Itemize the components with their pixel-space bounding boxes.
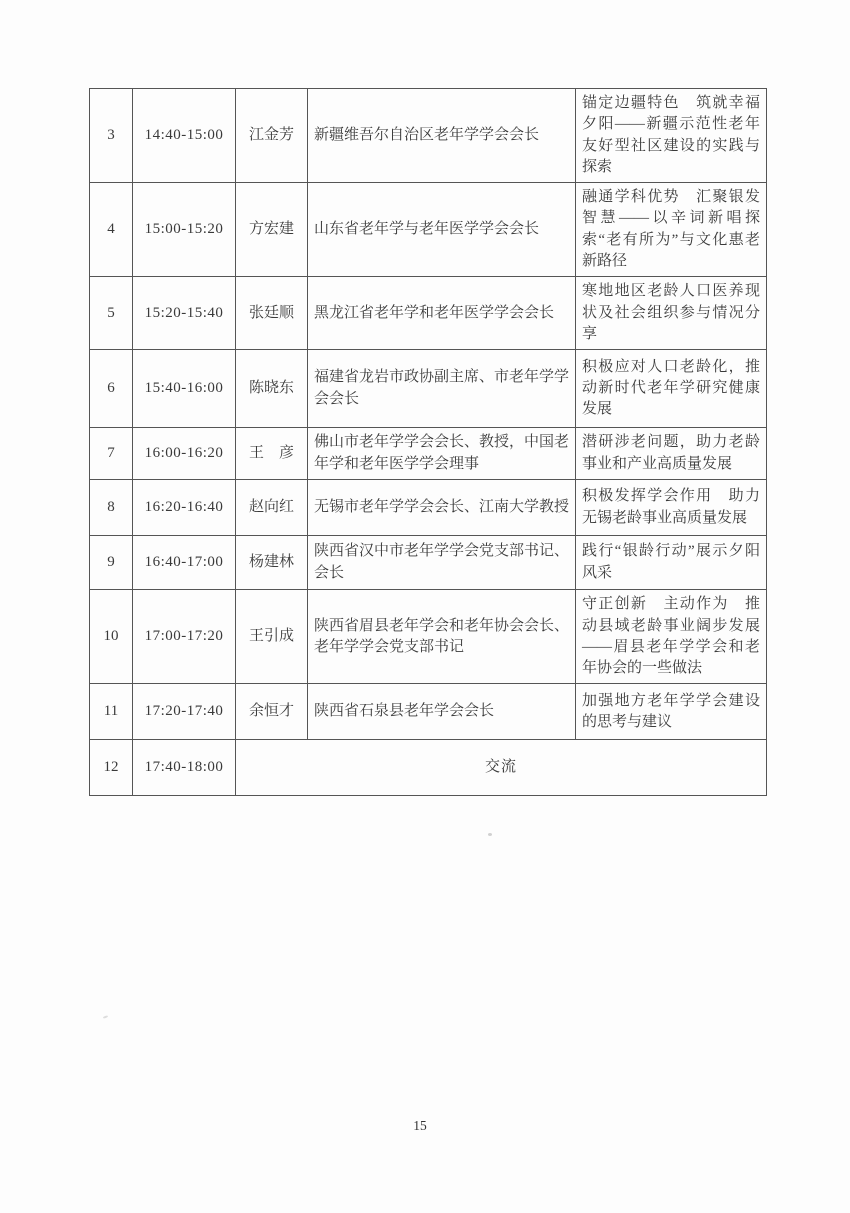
speaker-name-cell: 方宏建	[236, 183, 308, 277]
time-cell: 16:40-17:00	[133, 536, 236, 590]
speaker-title-cell: 山东省老年学与老年医学学会会长	[308, 183, 576, 277]
topic-cell: 融通学科优势 汇聚银发智慧——以辛词新唱探索“老有所为”与文化惠老新路径	[576, 183, 767, 277]
topic-cell: 锚定边疆特色 筑就幸福夕阳——新疆示范性老年友好型社区建设的实践与探索	[576, 89, 767, 183]
speaker-title-cell: 福建省龙岩市政协副主席、市老年学学会会长	[308, 350, 576, 428]
table-row	[90, 536, 767, 590]
row-number-cell: 11	[90, 684, 133, 740]
table-row	[90, 740, 767, 796]
table-row	[90, 89, 767, 183]
table-row	[90, 183, 767, 277]
topic-cell: 加强地方老年学学会建设的思考与建议	[576, 684, 767, 740]
speaker-title-cell: 佛山市老年学学会会长、教授，中国老年学和老年医学学会理事	[308, 428, 576, 480]
topic-cell: 寒地地区老龄人口医养现状及社会组织参与情况分享	[576, 277, 767, 350]
speaker-name-cell: 王 彦	[236, 428, 308, 480]
time-cell: 15:00-15:20	[133, 183, 236, 277]
time-cell: 17:40-18:00	[133, 740, 236, 796]
speaker-title-cell: 陕西省石泉县老年学会会长	[308, 684, 576, 740]
speaker-title-cell: 陕西省眉县老年学会和老年协会会长、老年学学会党支部书记	[308, 590, 576, 684]
speaker-name-cell: 江金芳	[236, 89, 308, 183]
time-cell: 17:20-17:40	[133, 684, 236, 740]
speaker-title-cell: 无锡市老年学学会会长、江南大学教授	[308, 480, 576, 536]
speaker-title-cell: 陕西省汉中市老年学学会党支部书记、会长	[308, 536, 576, 590]
row-number-cell: 12	[90, 740, 133, 796]
exchange-cell: 交流	[236, 740, 767, 796]
table-row	[90, 684, 767, 740]
speaker-name-cell: 赵向红	[236, 480, 308, 536]
row-number-cell: 10	[90, 590, 133, 684]
time-cell: 16:00-16:20	[133, 428, 236, 480]
table-row	[90, 277, 767, 350]
table-row	[90, 480, 767, 536]
scan-speck	[103, 1015, 108, 1019]
topic-cell: 践行“银龄行动”展示夕阳风采	[576, 536, 767, 590]
speaker-name-cell: 陈晓东	[236, 350, 308, 428]
row-number-cell: 9	[90, 536, 133, 590]
speaker-title-cell: 新疆维吾尔自治区老年学学会会长	[308, 89, 576, 183]
table-row	[90, 428, 767, 480]
time-cell: 15:40-16:00	[133, 350, 236, 428]
scan-speck	[488, 833, 492, 836]
speaker-name-cell: 余恒才	[236, 684, 308, 740]
speaker-name-cell: 杨建林	[236, 536, 308, 590]
row-number-cell: 8	[90, 480, 133, 536]
table-row	[90, 590, 767, 684]
page-number: 15	[413, 1118, 427, 1133]
row-number-cell: 3	[90, 89, 133, 183]
speaker-name-cell: 张廷顺	[236, 277, 308, 350]
row-number-cell: 7	[90, 428, 133, 480]
time-cell: 17:00-17:20	[133, 590, 236, 684]
speaker-name-cell: 王引成	[236, 590, 308, 684]
topic-cell: 积极应对人口老龄化，推动新时代老年学研究健康发展	[576, 350, 767, 428]
topic-cell: 积极发挥学会作用 助力无锡老龄事业高质量发展	[576, 480, 767, 536]
table-row	[90, 350, 767, 428]
speaker-title-cell: 黑龙江省老年学和老年医学学会会长	[308, 277, 576, 350]
row-number-cell: 5	[90, 277, 133, 350]
row-number-cell: 4	[90, 183, 133, 277]
topic-cell: 潜研涉老问题，助力老龄事业和产业高质量发展	[576, 428, 767, 480]
topic-cell: 守正创新 主动作为 推动县域老龄事业阔步发展——眉县老年学学会和老年协会的一些做法	[576, 590, 767, 684]
row-number-cell: 6	[90, 350, 133, 428]
time-cell: 15:20-15:40	[133, 277, 236, 350]
time-cell: 14:40-15:00	[133, 89, 236, 183]
schedule-table	[89, 88, 767, 796]
time-cell: 16:20-16:40	[133, 480, 236, 536]
